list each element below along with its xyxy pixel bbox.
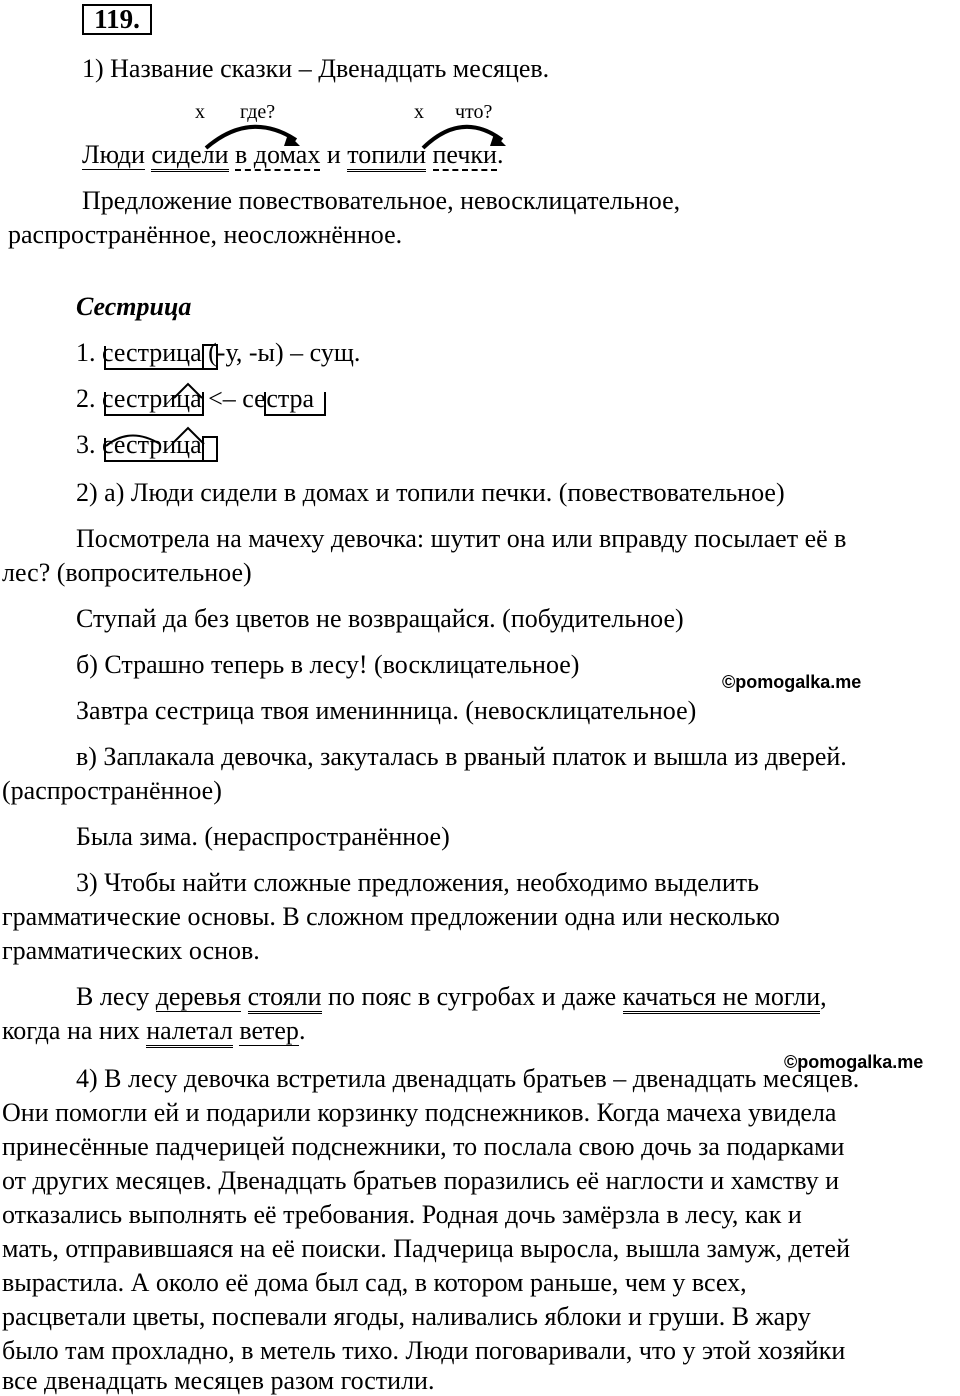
part4-line: все двенадцать месяцев разом гостили.	[2, 1366, 435, 1395]
example-space	[241, 982, 248, 1011]
part2-b: б) Страшно теперь в лесу! (восклицательное)	[76, 650, 580, 679]
analysis-line-3: 3. сестрица	[76, 430, 202, 459]
example-period: .	[298, 1016, 306, 1045]
part4-line: отказались выполнять её требования. Родная дочь замёрзла в лесу, как и	[2, 1200, 802, 1229]
part4-line: вырастила. А около её дома был сад, в котором раньше, чем у всех,	[2, 1268, 747, 1297]
part2-nonexclamatory: Завтра сестрица твоя именинница. (невосклицательное)	[76, 696, 697, 725]
part3-example-line-2	[2, 1016, 305, 1046]
subject-word: Люди	[82, 140, 145, 169]
subject-derevya: деревья	[155, 982, 242, 1011]
predicate-word-2: топили	[347, 140, 426, 172]
question-where: где?	[240, 101, 276, 123]
suffix-mark-3	[172, 428, 204, 444]
example-text: по пояс в сугробах и даже	[321, 982, 623, 1011]
example-text: когда на них	[2, 1016, 147, 1045]
part4-line: было там прохладно, в метель тихо. Люди поговаривали, что у этой хозяйки	[2, 1336, 846, 1365]
part2-v-line-1: в) Заплакала девочка, закуталась в рваный платок и вышла из дверей.	[76, 742, 847, 771]
task-number: 119.	[82, 4, 152, 35]
subject-veter: ветер	[239, 1016, 299, 1045]
predicate-word-1: сидели	[151, 140, 228, 172]
part2-question-line-2: лес? (вопросительное)	[2, 558, 252, 587]
predicate-stoyali: стояли	[248, 982, 322, 1014]
analysis-line-1: 1. сестрица (-у, -ы) – сущ.	[76, 338, 361, 367]
question-mark-x-2: х	[414, 101, 424, 123]
part4-line: мать, отправившаяся на её поиски. Падчерица выросла, вышла замуж, детей	[2, 1234, 850, 1263]
example-text: В лесу	[76, 982, 156, 1011]
part4-line: от других месяцев. Двенадцать братьев поразились её наглости и хамству и	[2, 1166, 840, 1195]
part4-line: Они помогли ей и подарили корзинку подснежников. Когда мачеха увидела	[2, 1098, 837, 1127]
predicate-kachatsya: качаться не могли	[623, 982, 821, 1014]
example-comma: ,	[820, 982, 827, 1011]
watermark-1: ©pomogalka.me	[722, 672, 862, 692]
part3-line-1: 3) Чтобы найти сложные предложения, необходимо выделить	[76, 868, 759, 897]
object-word: печки	[432, 140, 497, 169]
sentence-period: .	[496, 140, 504, 169]
question-what: что?	[455, 101, 493, 123]
part2-imperative: Ступай да без цветов не возвращайся. (побудительное)	[76, 604, 684, 633]
watermark-2: ©pomogalka.me	[784, 1052, 924, 1072]
adverbial-word: в домах	[235, 140, 321, 169]
part4-line: расцветали цветы, поспевали ягоды, наливались яблоки и груши. В жару	[2, 1302, 811, 1331]
part2-unextended: Была зима. (нераспространённое)	[76, 822, 450, 851]
characteristic-line-2: распространённое, неосложнённое.	[8, 220, 403, 249]
part2-v-line-2: (распространённое)	[2, 776, 222, 805]
part3-example-line-1	[76, 982, 827, 1012]
characteristic-line-1: Предложение повествовательное, невосклицательное,	[82, 186, 681, 215]
analysis-heading: Сестрица	[76, 292, 192, 321]
part3-line-3: грамматических основ.	[2, 936, 260, 965]
part2-a: 2) а) Люди сидели в домах и топили печки. (повествовательное)	[76, 478, 785, 507]
root-arc-3	[106, 435, 160, 446]
question-mark-x-1: х	[195, 101, 205, 123]
suffix-mark-2	[174, 384, 202, 398]
part4-line: 4) В лесу девочка встретила двенадцать братьев – двенадцать месяцев.	[76, 1064, 860, 1093]
conjunction-word: и	[326, 140, 341, 169]
part3-line-2: грамматические основы. В сложном предложении одна или несколько	[2, 902, 780, 931]
predicate-naletal: налетал	[146, 1016, 233, 1048]
analysis-line-2: 2. сестрица <– сестра	[76, 384, 315, 413]
part4-line: принесённые падчерицей подснежники, то послала свою дочь за подарками	[2, 1132, 845, 1161]
fairy-tale-title-line: 1) Название сказки – Двенадцать месяцев.	[82, 54, 550, 83]
part2-question-line-1: Посмотрела на мачеху девочка: шутит она или вправду посылает её в	[76, 524, 847, 553]
